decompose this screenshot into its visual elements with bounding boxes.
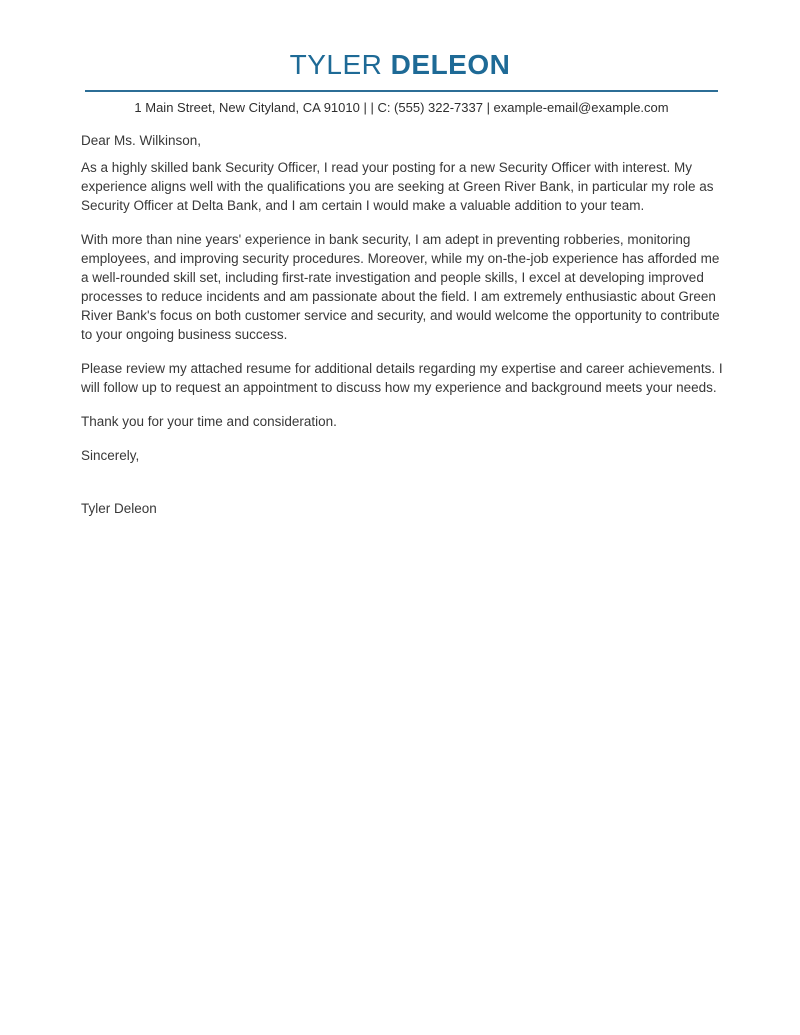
letter-body [81,131,723,518]
valediction: Sincerely, [81,448,140,463]
header-divider-rule [85,90,718,92]
letter-header [0,0,800,115]
applicant-last-name: DELEON [390,49,511,80]
paragraph-experience: With more than nine years' experience in bank security, I am adept in preventing robberies, monitoring employees, and improving security procedures. Moreover, while my on-the-job experience has afforded me a well-rounded skill set, including first-rate investigation and people skills, I excel at developing improved processes to reduce incidents and am passionate about the field. I am extremely enthusiastic about Green River Bank's focus on both customer service and security, and would welcome the opportunity to contribute to your ongoing business success. [81,232,720,342]
paragraph-intro: As a highly skilled bank Security Officer, I read your posting for a new Security Officer with interest. My experience aligns well with the qualifications you are seeking at Green River Bank, in particular my role as Security Officer at Delta Bank, and I am certain I would make a valuable addition to your team. [81,160,714,213]
applicant-first-name: TYLER [289,49,383,80]
paragraph-resume-followup: Please review my attached resume for additional details regarding my expertise and career achievements. I will follow up to request an appointment to discuss how my experience and background meets your needs. [81,361,723,395]
contact-info-line: 1 Main Street, New Cityland, CA 91010 | | C: (555) 322-7337 | example-email@example.com [134,100,669,115]
salutation: Dear Ms. Wilkinson, [81,133,202,148]
applicant-name [0,51,800,79]
closing-thanks: Thank you for your time and consideration. [81,414,337,429]
signature-name: Tyler Deleon [81,501,157,516]
